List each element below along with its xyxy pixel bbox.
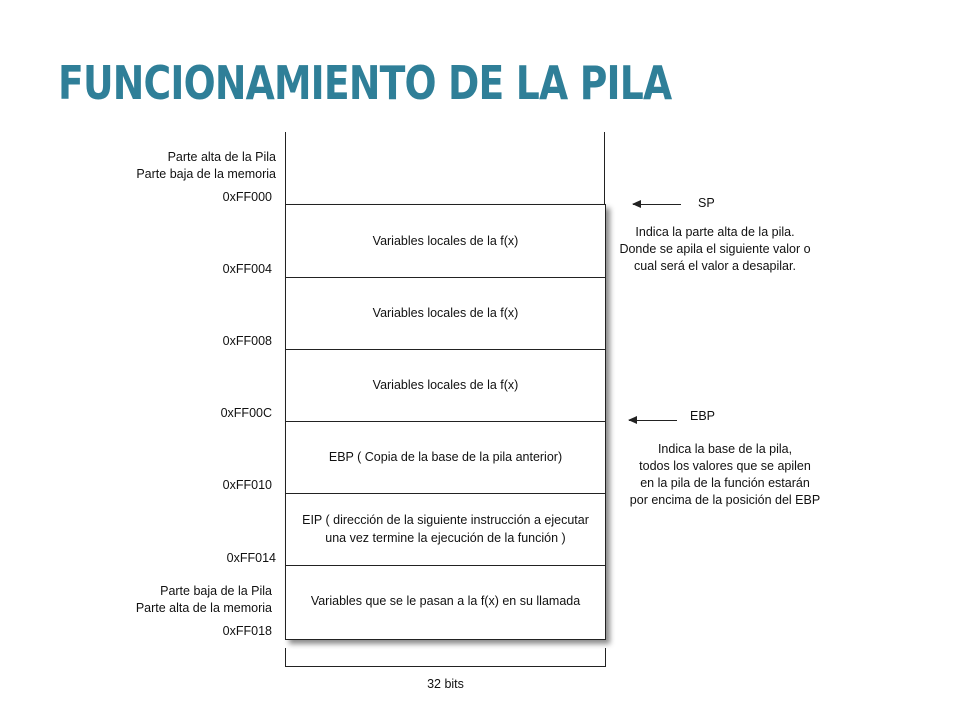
stack-cell-locals: [286, 349, 605, 422]
ebp-label: EBP: [690, 409, 716, 423]
stack-cell-text: Variables locales de la f(x): [372, 306, 519, 320]
stack-top-right-wall: [604, 132, 605, 204]
stack-cell-text: EIP ( dirección de la siguiente instrucción a ejecutar: [302, 513, 589, 527]
ebp-description: [615, 441, 835, 509]
ebp-description-line: todos los valores que se apilen: [639, 459, 811, 473]
address-label: 0xFF004: [222, 262, 272, 276]
stack-cell-text: Variables locales de la f(x): [372, 234, 519, 248]
sp-description-line: Indica la parte alta de la pila.: [635, 225, 795, 239]
sp-label: SP: [698, 196, 715, 210]
stack-bottom-note-line: Parte alta de la memoria: [135, 601, 272, 615]
arrow-head-icon: [632, 200, 641, 208]
stack-cell-locals: [286, 277, 605, 350]
stack-bottom-note: [136, 583, 272, 617]
stack-cell-ebp: [286, 421, 605, 494]
stack-cell-text: Variables que se le pasan a la f(x) en su llamada: [310, 594, 581, 608]
width-bracket: [285, 648, 606, 667]
arrow-head-icon: [628, 416, 637, 424]
stack-cell-eip: [286, 493, 605, 566]
width-label: 32 bits: [427, 677, 464, 691]
ebp-description-line: Indica la base de la pila,: [657, 442, 793, 456]
address-label: 0xFF00C: [220, 406, 272, 420]
stack-cell-text: Variables locales de la f(x): [372, 378, 519, 392]
sp-arrow: [633, 204, 681, 205]
address-label: 0xFF008: [222, 334, 272, 348]
ebp-arrow: [629, 420, 677, 421]
page-title: FUNCIONAMIENTO DE LA PILA: [58, 56, 672, 110]
stack-cell-text: EBP ( Copia de la base de la pila anterior): [328, 450, 563, 464]
sp-description-line: Donde se apila el siguiente valor o: [619, 242, 811, 256]
address-label: 0xFF010: [222, 478, 272, 492]
ebp-description-line: por encima de la posición del EBP: [629, 493, 821, 507]
address-label: 0xFF014: [226, 551, 276, 565]
stack-top-note-line: Parte baja de la memoria: [136, 167, 276, 181]
sp-description-line: cual será el valor a desapilar.: [634, 259, 796, 273]
stack-top-left-wall: [285, 132, 286, 204]
stack-cell-locals: [286, 205, 605, 278]
stack-top-note-line: Parte alta de la Pila: [167, 150, 276, 164]
stack-bottom-note-line: Parte baja de la Pila: [160, 584, 272, 598]
stack-top-note: [136, 149, 276, 183]
ebp-description-line: en la pila de la función estarán: [640, 476, 810, 490]
stack-diagram: [285, 204, 606, 640]
address-label: 0xFF018: [222, 624, 272, 638]
address-label: 0xFF000: [222, 190, 272, 204]
stack-cell-arguments: [286, 565, 605, 637]
sp-description: [608, 224, 822, 275]
stack-cell-text: una vez termine la ejecución de la función ): [325, 531, 566, 545]
